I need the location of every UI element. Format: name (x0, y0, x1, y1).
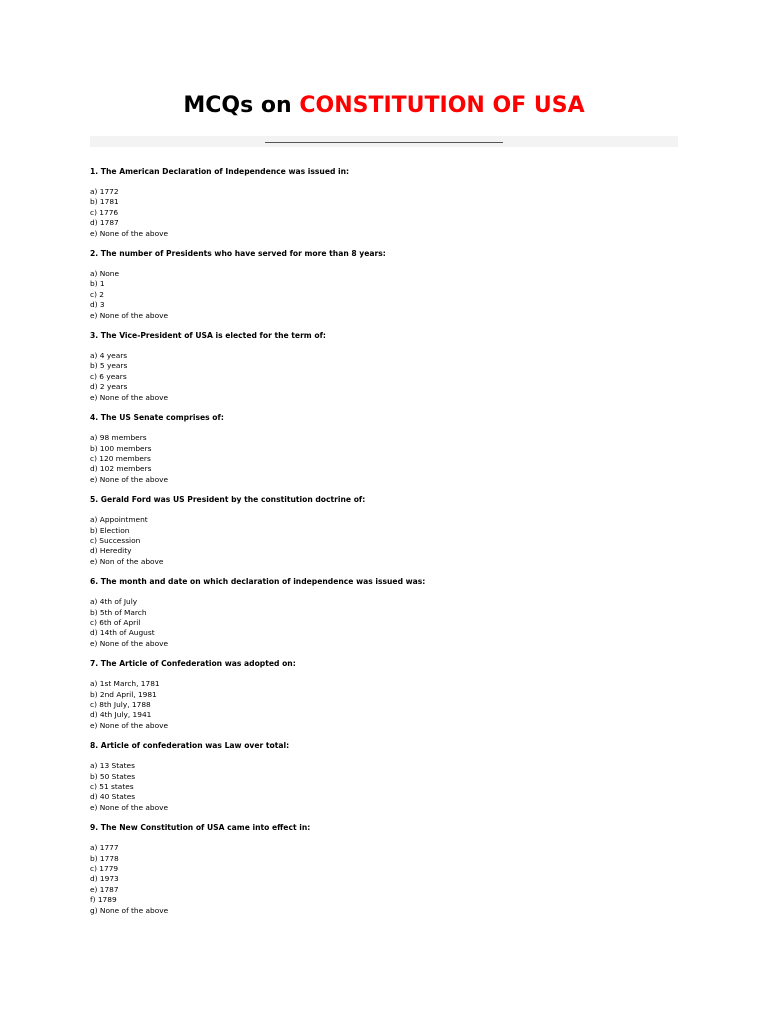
answer-option: a) Appointment (90, 515, 148, 525)
answer-option: c) 51 states (90, 782, 134, 792)
answer-option: b) 1778 (90, 853, 119, 863)
answer-option: c) 120 members (90, 453, 151, 463)
question-5 (90, 494, 690, 567)
question-3 (90, 330, 690, 403)
option-list (90, 433, 690, 485)
answer-option: f) 1789 (90, 895, 117, 905)
question-6 (90, 576, 690, 649)
answer-option: a) 1777 (90, 843, 119, 853)
answer-option: a) None (90, 269, 120, 279)
answer-option: c) 8th July, 1788 (90, 700, 151, 709)
answer-option: a) 4th of July (90, 597, 138, 607)
answer-option: d) 4th July, 1941 (90, 710, 152, 720)
answer-option: d) Heredity (90, 546, 132, 556)
answer-option: c) 6 years (90, 371, 127, 381)
option-list (90, 187, 690, 239)
question-text: 8. Article of confederation was Law over total: (90, 741, 290, 751)
divider-band (90, 136, 678, 147)
answer-option: e) None of the above (90, 720, 169, 730)
question-text: 5. Gerald Ford was US President by the constitution doctrine of: (90, 495, 366, 505)
answer-option: d) 40 States (90, 792, 136, 802)
answer-option: a) 4 years (90, 351, 128, 361)
answer-option: e) None of the above (90, 474, 169, 484)
question-2 (90, 248, 690, 321)
question-text: 6. The month and date on which declaration of independence was issued was: (90, 577, 426, 587)
answer-option: b) 50 States (90, 771, 136, 781)
answer-option: b) 1 (90, 279, 105, 289)
option-list (90, 597, 690, 649)
option-list (90, 843, 690, 916)
question-text: 7. The Article of Confederation was adopted on: (90, 659, 296, 669)
answer-option: e) None of the above (90, 228, 169, 238)
question-list (90, 166, 690, 925)
answer-option: c) 1776 (90, 207, 119, 217)
page-title (0, 88, 768, 124)
question-4 (90, 412, 690, 485)
answer-option: e) None of the above (90, 392, 169, 402)
option-list (90, 761, 690, 813)
question-text: 3. The Vice-President of USA is elected for the term of: (90, 331, 326, 341)
answer-option: b) 2nd April, 1981 (90, 689, 157, 699)
answer-option: b) 5th of March (90, 607, 147, 617)
option-list (90, 679, 690, 731)
title-prefix: MCQs on (183, 93, 292, 118)
question-text: 1. The American Declaration of Independence was issued in: (90, 167, 350, 176)
option-list (90, 515, 690, 567)
answer-option: c) 6th of April (90, 617, 141, 627)
answer-option: d) 1973 (90, 874, 119, 884)
answer-option: b) Election (90, 525, 130, 535)
answer-option: e) 1787 (90, 884, 119, 894)
answer-option: c) 2 (90, 289, 104, 299)
answer-option: d) 102 members (90, 464, 152, 474)
answer-option: d) 14th of August (90, 628, 155, 638)
question-text: 4. The US Senate comprises of: (90, 413, 224, 423)
question-text: 9. The New Constitution of USA came into effect in: (90, 823, 311, 833)
title-highlight: CONSTITUTION OF USA (299, 93, 585, 118)
divider-line (265, 142, 503, 143)
answer-option: d) 3 (90, 300, 105, 310)
answer-option: e) Non of the above (90, 556, 164, 566)
answer-option: c) Succession (90, 535, 141, 545)
answer-option: a) 1772 (90, 187, 119, 196)
question-9 (90, 822, 690, 916)
answer-option: b) 100 members (90, 443, 152, 453)
answer-option: d) 2 years (90, 382, 128, 392)
question-text: 2. The number of Presidents who have served for more than 8 years: (90, 249, 386, 259)
answer-option: e) None of the above (90, 802, 169, 812)
answer-option: c) 1779 (90, 864, 119, 874)
answer-option: e) None of the above (90, 310, 169, 320)
answer-option: b) 1781 (90, 197, 119, 207)
question-8 (90, 740, 690, 813)
answer-option: d) 1787 (90, 218, 119, 228)
answer-option: b) 5 years (90, 361, 128, 371)
option-list (90, 351, 690, 403)
answer-option: g) None of the above (90, 905, 169, 915)
answer-option: a) 13 States (90, 761, 135, 771)
answer-option: e) None of the above (90, 638, 169, 648)
answer-option: a) 98 members (90, 433, 147, 443)
option-list (90, 269, 690, 321)
answer-option: a) 1st March, 1781 (90, 679, 160, 689)
question-7 (90, 658, 690, 731)
question-1 (90, 166, 690, 239)
